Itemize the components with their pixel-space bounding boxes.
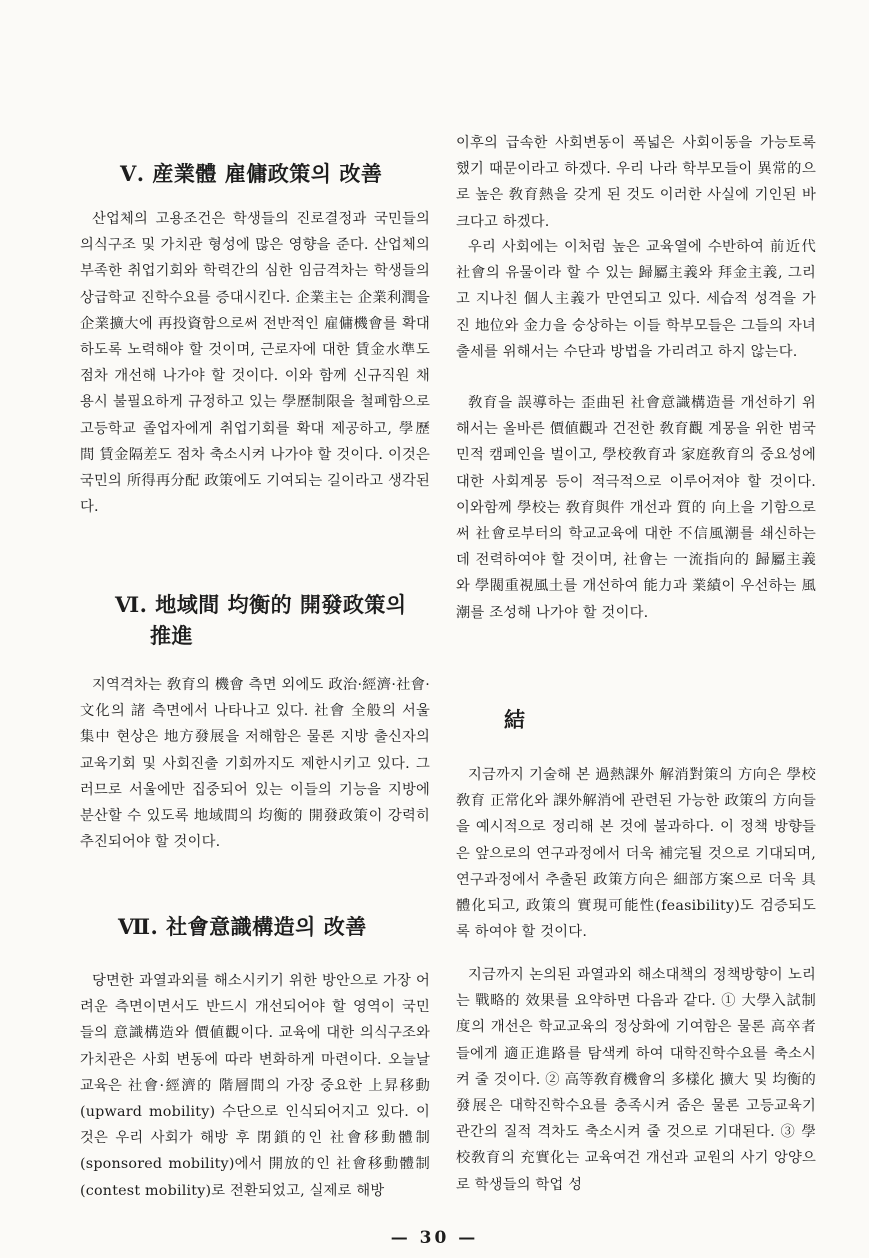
section-5-paragraph: 산업체의 고용조건은 학생들의 진로결정과 국민들의 의식구조 및 가치관 형성에 많은 영향을 준다. 산업체의 부족한 취업기회와 학력간의 심한 임금격차는 학생들의 상급학교 진학수요를 증대시킨다. 企業主는 企業利潤을 企業擴大에 再投資함으로써 전반적인 雇傭機會를 확대하도록 노력해야 할 것이며, 근로자에 대한 賃金水準도 점차 개선해 나가야 할 것이다. 이와 함께 신규직원 채용시 불필요하게 규정하고 있는 學歷制限을 철폐함으로 고등학교 졸업자에게 취업기회를 확대 제공하고, 學歷間 賃金隔差도 점차 축소시켜 나가야 할 것이다. 이것은 국민의 所得再分配 政策에도 기여되는 길이라고 생각된다. — [80, 211, 430, 516]
section-5-title: Ⅴ. 産業體 雇傭政策의 改善 — [120, 161, 383, 186]
section-6-title-line-2: 推進 — [150, 623, 193, 648]
section-7-paragraph: 당면한 과열과외를 해소시키기 위한 방안으로 가장 어려운 측면이면서도 반드시 개선되어야 할 영역이 국민들의 意識構造와 價値觀이다. 교육에 대한 의식구조와 가치관은 사회 변동에 따라 변화하게 마련이다. 오늘날 교육은 社會·經濟的 階層間의 가장 중요한 上昇移動(upward mobility) 수단으로 인식되어지고 있다. 이것은 우리 사회가 해방 후 閉鎖的인 社會移動體制(sponsored mobility)에서 開放的인 社會移動體制(contest mobility)로 전환되었고, 실제로 해방 — [80, 973, 430, 1199]
section-6-paragraph: 지역격차는 敎育의 機會 측면 외에도 政治·經濟·社會·文化의 諸 측면에서 나타나고 있다. 社會 全般의 서울 集中 현상은 地方發展을 저해함은 물론 지방 출신자의 교육기회 및 사회진출 기회까지도 제한시키고 있다. 그러므로 서울에만 집중되어 있는 이들의 기능을 지방에 분산할 수 있도록 地域間의 均衡的 開發政策이 강력히 추진되어야 할 것이다. — [80, 677, 430, 851]
right-paragraph-3: 敎育을 誤導하는 歪曲된 社會意識構造를 개선하기 위해서는 올바른 價値觀과 건전한 敎育觀 계몽을 위한 범국민적 캠페인을 벌이고, 學校敎育과 家庭敎育의 중요성에 대한 사회계몽 등이 적극적으로 이루어져야 할 것이다. 이와함께 學校는 敎育與件 개선과 質的 向上을 기함으로써 社會로부터의 학교교육에 대한 不信風潮를 쇄신하는데 전력하여야 할 것이며, 社會는 一流指向的 歸屬主義와 學閥重視風土를 개선하여 能力과 業績이 우선하는 風潮를 조성해 나가야 할 것이다. — [456, 395, 816, 621]
right-paragraph-5: 지금까지 논의된 과열과외 해소대책의 정책방향이 노리는 戰略的 效果를 요약하면 다음과 같다. ① 大學入試制度의 개선은 학교교육의 정상화에 기여함은 물론 高卒者들에게 適正進路를 탐색케 하여 대학진학수요를 축소시켜 줄 것이다. ② 高等敎育機會의 多樣化 擴大 및 均衡的 發展은 대학진학수요를 충족시켜 줌은 물론 고등교육기관간의 질적 격차도 축소시켜 줄 것으로 기대된다. ③ 學校敎育의 充實化는 교육여건 개선과 교원의 사기 앙양으로 학생들의 학업 성 — [456, 967, 816, 1193]
page-number: — 30 — — [390, 1228, 479, 1248]
section-7-title: Ⅶ. 社會意識構造의 改善 — [118, 914, 367, 939]
right-paragraph-2: 우리 사회에는 이처럼 높은 교육열에 수반하여 前近代社會의 유물이라 할 수 있는 歸屬主義와 拜金主義, 그리고 지나친 個人主義가 만연되고 있다. 세습적 성격을 가진 地位와 金力을 숭상하는 이들 학부모들은 그들의 자녀 출세를 위해서는 수단과 방법을 가리려고 하지 않는다. — [456, 239, 816, 360]
right-paragraph-1: 이후의 급속한 사회변동이 폭넓은 사회이동을 가능토록 했기 때문이라고 하겠다. 우리 나라 학부모들이 異常的으로 높은 敎育熱을 갖게 된 것도 이러한 사실에 기인된 바 크다고 하겠다. — [456, 135, 816, 230]
right-paragraph-4: 지금까지 기술해 본 過熱課外 解消對策의 方向은 學校敎育 正常化와 課外解消에 관련된 가능한 政策의 方向들을 예시적으로 정리해 본 것에 불과하다. 이 정책 방향들은 앞으로의 연구과정에서 더욱 補完될 것으로 기대되며, 연구과정에서 추출된 政策方向은 細部方案으로 더욱 具體化되고, 政策의 實現可能性(feasibility)도 검증되도록 하여야 할 것이다. — [456, 767, 816, 941]
conclusion-title: 結 — [504, 707, 526, 732]
section-6-title-line-1: Ⅵ. 地域間 均衡的 開發政策의 — [115, 592, 407, 617]
